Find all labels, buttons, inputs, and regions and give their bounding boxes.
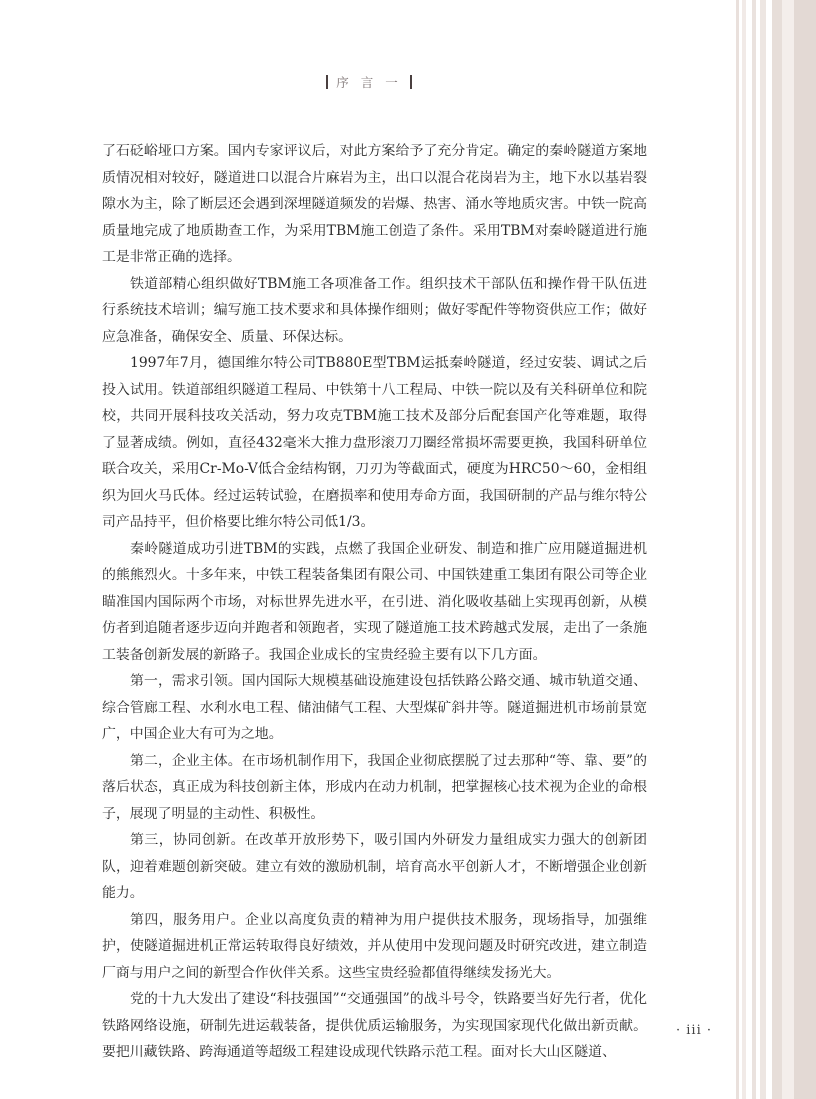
paragraph: 了石砭峪垭口方案。国内专家评议后，对此方案给予了充分肯定。确定的秦岭隧道方案地质情况相对较好，隧道进口以混合片麻岩为主，出口以混合花岗岩为主，地下水以基岩裂隙水为主，除了断层还会遇到深埋隧道频发的岩爆、热害、涌水等地质灾害。中铁一院高质量地完成了地质勘查工作，为采用TBM施工创造了条件。采用TBM对秦岭隧道进行施工是非常正确的选择。 bbox=[102, 143, 647, 265]
header-left-bar bbox=[326, 75, 328, 89]
decorative-edge-stripes bbox=[730, 0, 816, 1099]
header-right-bar bbox=[410, 75, 412, 89]
paragraph: 第二，企业主体。在市场机制作用下，我国企业彻底摆脱了过去那种“等、靠、要”的落后状态，真正成为科技创新主体，形成内在动力机制，把掌握核心技术视为企业的命根子，展现了明显的主动性、积极性。 bbox=[102, 752, 647, 822]
header-title: 序 言 一 bbox=[336, 75, 402, 90]
page-number: · iii · bbox=[676, 1023, 713, 1038]
paragraph: 党的十九大发出了建设“科技强国”“交通强国”的战斗号令，铁路要当好先行者，优化铁路网络设施，研制先进运载装备，提供优质运输服务，为实现国家现代化做出新贡献。要把川藏铁路、跨海通道等超级工程建设成现代铁路示范工程。面对长大山区隧道、 bbox=[102, 991, 647, 1060]
paragraph: 秦岭隧道成功引进TBM的实践，点燃了我国企业研发、制造和推广应用隧道掘进机的熊熊烈火。十多年来，中铁工程装备集团有限公司、中国铁建重工集团有限公司等企业瞄准国内国际两个市场，对标世界先进水平，在引进、消化吸收基础上实现再创新，从模仿者到追随者逐步迈向并跑者和领跑者，实现了隧道施工技术跨越式发展，走出了一条施工装备创新发展的新路子。我国企业成长的宝贵经验主要有以下几方面。 bbox=[102, 540, 647, 663]
paragraph: 铁道部精心组织做好TBM施工各项准备工作。组织技术干部队伍和操作骨干队伍进行系统技术培训；编写施工技术要求和具体操作细则；做好零配件等物资供应工作；做好应急准备，确保安全、质量、环保达标。 bbox=[102, 275, 647, 345]
running-header bbox=[0, 73, 738, 91]
paragraph: 1997年7月，德国维尔特公司TB880E型TBM运抵秦岭隧道，经过安装、调试之后投入试用。铁道部组织隧道工程局、中铁第十八工程局、中铁一院以及有关科研单位和院校，共同开展科技攻关活动，努力攻克TBM施工技术及部分后配套国产化等难题，取得了显著成绩。例如，直径432毫米大推力盘形滚刀刀圈经常损坏需要更换，我国科研单位联合攻关，采用Cr-Mo-V低合金结构钢，刀刃为等截面式，硬度为HRC50～60，金相组织为回火马氏体。经过运转试验，在磨损率和使用寿命方面，我国研制的产品与维尔特公司产品持平，但价格要比维尔特公司低1/3。 bbox=[102, 355, 647, 530]
paragraph: 第四，服务用户。企业以高度负责的精神为用户提供技术服务，现场指导，加强维护，使隧道掘进机正常运转取得良好绩效，并从使用中发现问题及时研究改进，建立制造厂商与用户之间的新型合作伙伴关系。这些宝贵经验都值得继续发扬光大。 bbox=[102, 911, 647, 981]
body-text bbox=[102, 138, 647, 1066]
paragraph: 第三，协同创新。在改革开放形势下，吸引国内外研发力量组成实力强大的创新团队，迎着难题创新突破。建立有效的激励机制，培育高水平创新人才，不断增强企业创新能力。 bbox=[102, 832, 647, 901]
paragraph: 第一，需求引领。国内国际大规模基础设施建设包括铁路公路交通、城市轨道交通、综合管廊工程、水利水电工程、储油储气工程、大型煤矿斜井等。隧道掘进机市场前景宽广，中国企业大有可为之地。 bbox=[102, 673, 647, 742]
